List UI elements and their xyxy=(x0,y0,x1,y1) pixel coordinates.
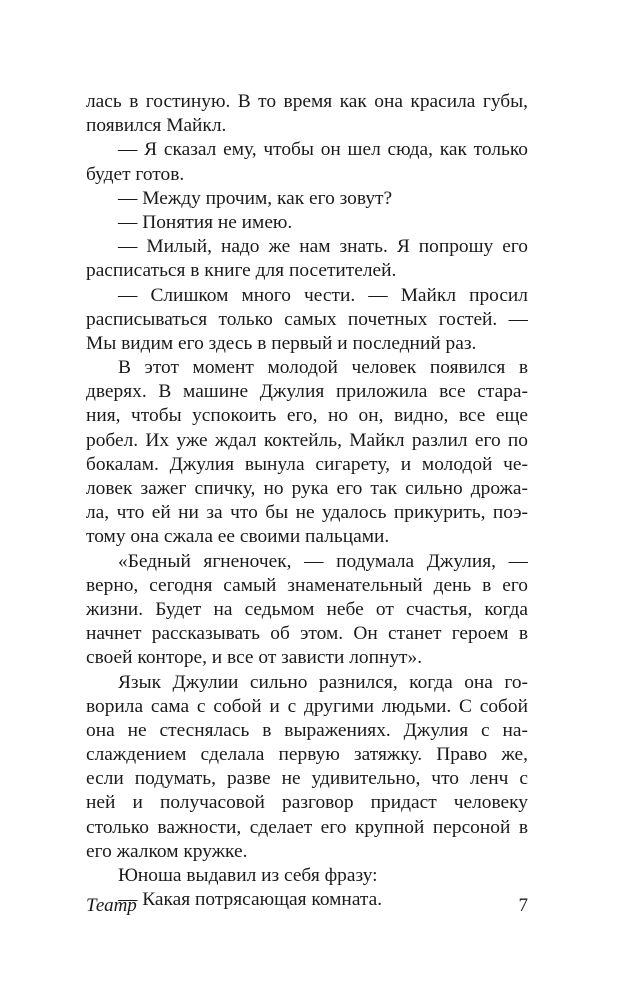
text-line: — Милый, надо же нам знать. Я попрошу его xyxy=(118,236,528,258)
text-line: ла, что ей ни за что бы не удалось прикурить, поэ- xyxy=(86,502,528,524)
text-line: робел. Их уже ждал коктейль, Майкл разлил его по xyxy=(86,429,528,451)
running-title: Театр xyxy=(86,895,137,916)
text-line: будет готов. xyxy=(86,163,185,185)
text-line: В этот момент молодой человек появился в xyxy=(118,357,528,379)
text-line: слаждением сделала первую затяжку. Право же, xyxy=(86,744,528,766)
text-line: — Понятия не имею. xyxy=(118,211,293,233)
text-line: начнет рассказывать об этом. Он станет героем в xyxy=(86,623,528,645)
text-line: тому она сжала ее своими пальцами. xyxy=(86,526,390,548)
text-line: столько важности, сделает его крупной персоной в xyxy=(86,816,528,838)
text-line: расписаться в книге для посетителей. xyxy=(86,260,397,282)
text-line: появился Майкл. xyxy=(86,115,227,137)
body-text xyxy=(86,90,528,912)
text-line: верно, сегодня самый знаменательный день в его xyxy=(86,574,528,596)
text-line: его жалком кружке. xyxy=(86,840,248,862)
text-line: — Какая потрясающая комната. xyxy=(118,889,383,911)
text-line: ния, чтобы успокоить его, но он, видно, все еще xyxy=(86,405,528,427)
text-line: Мы видим его здесь в первый и последний раз. xyxy=(86,332,477,354)
text-line: — Слишком много чести. — Майкл просил xyxy=(118,284,528,306)
text-line: расписываться только самых почетных гостей. — xyxy=(86,308,528,330)
text-line: если подумать, разве не удивительно, что ленч с xyxy=(86,768,528,790)
text-line: Юноша выдавил из себя фразу: xyxy=(118,865,378,886)
text-line: Язык Джулии сильно разнился, когда она го- xyxy=(118,671,528,693)
text-line: своей конторе, и все от зависти лопнут». xyxy=(86,647,423,669)
text-line: «Бедный ягненочек, — подумала Джулия, — xyxy=(118,550,528,572)
text-line: лась в гостиную. В то время как она красила губы, xyxy=(86,91,528,112)
text-line: дверях. В машине Джулия приложила все стара- xyxy=(86,381,528,403)
text-line: она не стеснялась в выражениях. Джулия с на- xyxy=(86,719,528,741)
text-line: ловек зажег спичку, но рука его так сильно дрожа- xyxy=(86,478,528,499)
text-line: ворила сама с собой и с другими людьми. С собой xyxy=(86,695,528,717)
page-number: 7 xyxy=(518,895,528,916)
page-footer xyxy=(86,893,528,919)
text-line: жизни. Будет на седьмом небе от счастья, когда xyxy=(86,598,528,620)
text-line: — Я сказал ему, чтобы он шел сюда, как только xyxy=(118,139,528,161)
text-line: бокалам. Джулия вынула сигарету, и молодой че- xyxy=(86,453,528,475)
text-line: — Между прочим, как его зовут? xyxy=(118,187,393,209)
text-line: ней и получасовой разговор придаст человеку xyxy=(86,792,528,814)
